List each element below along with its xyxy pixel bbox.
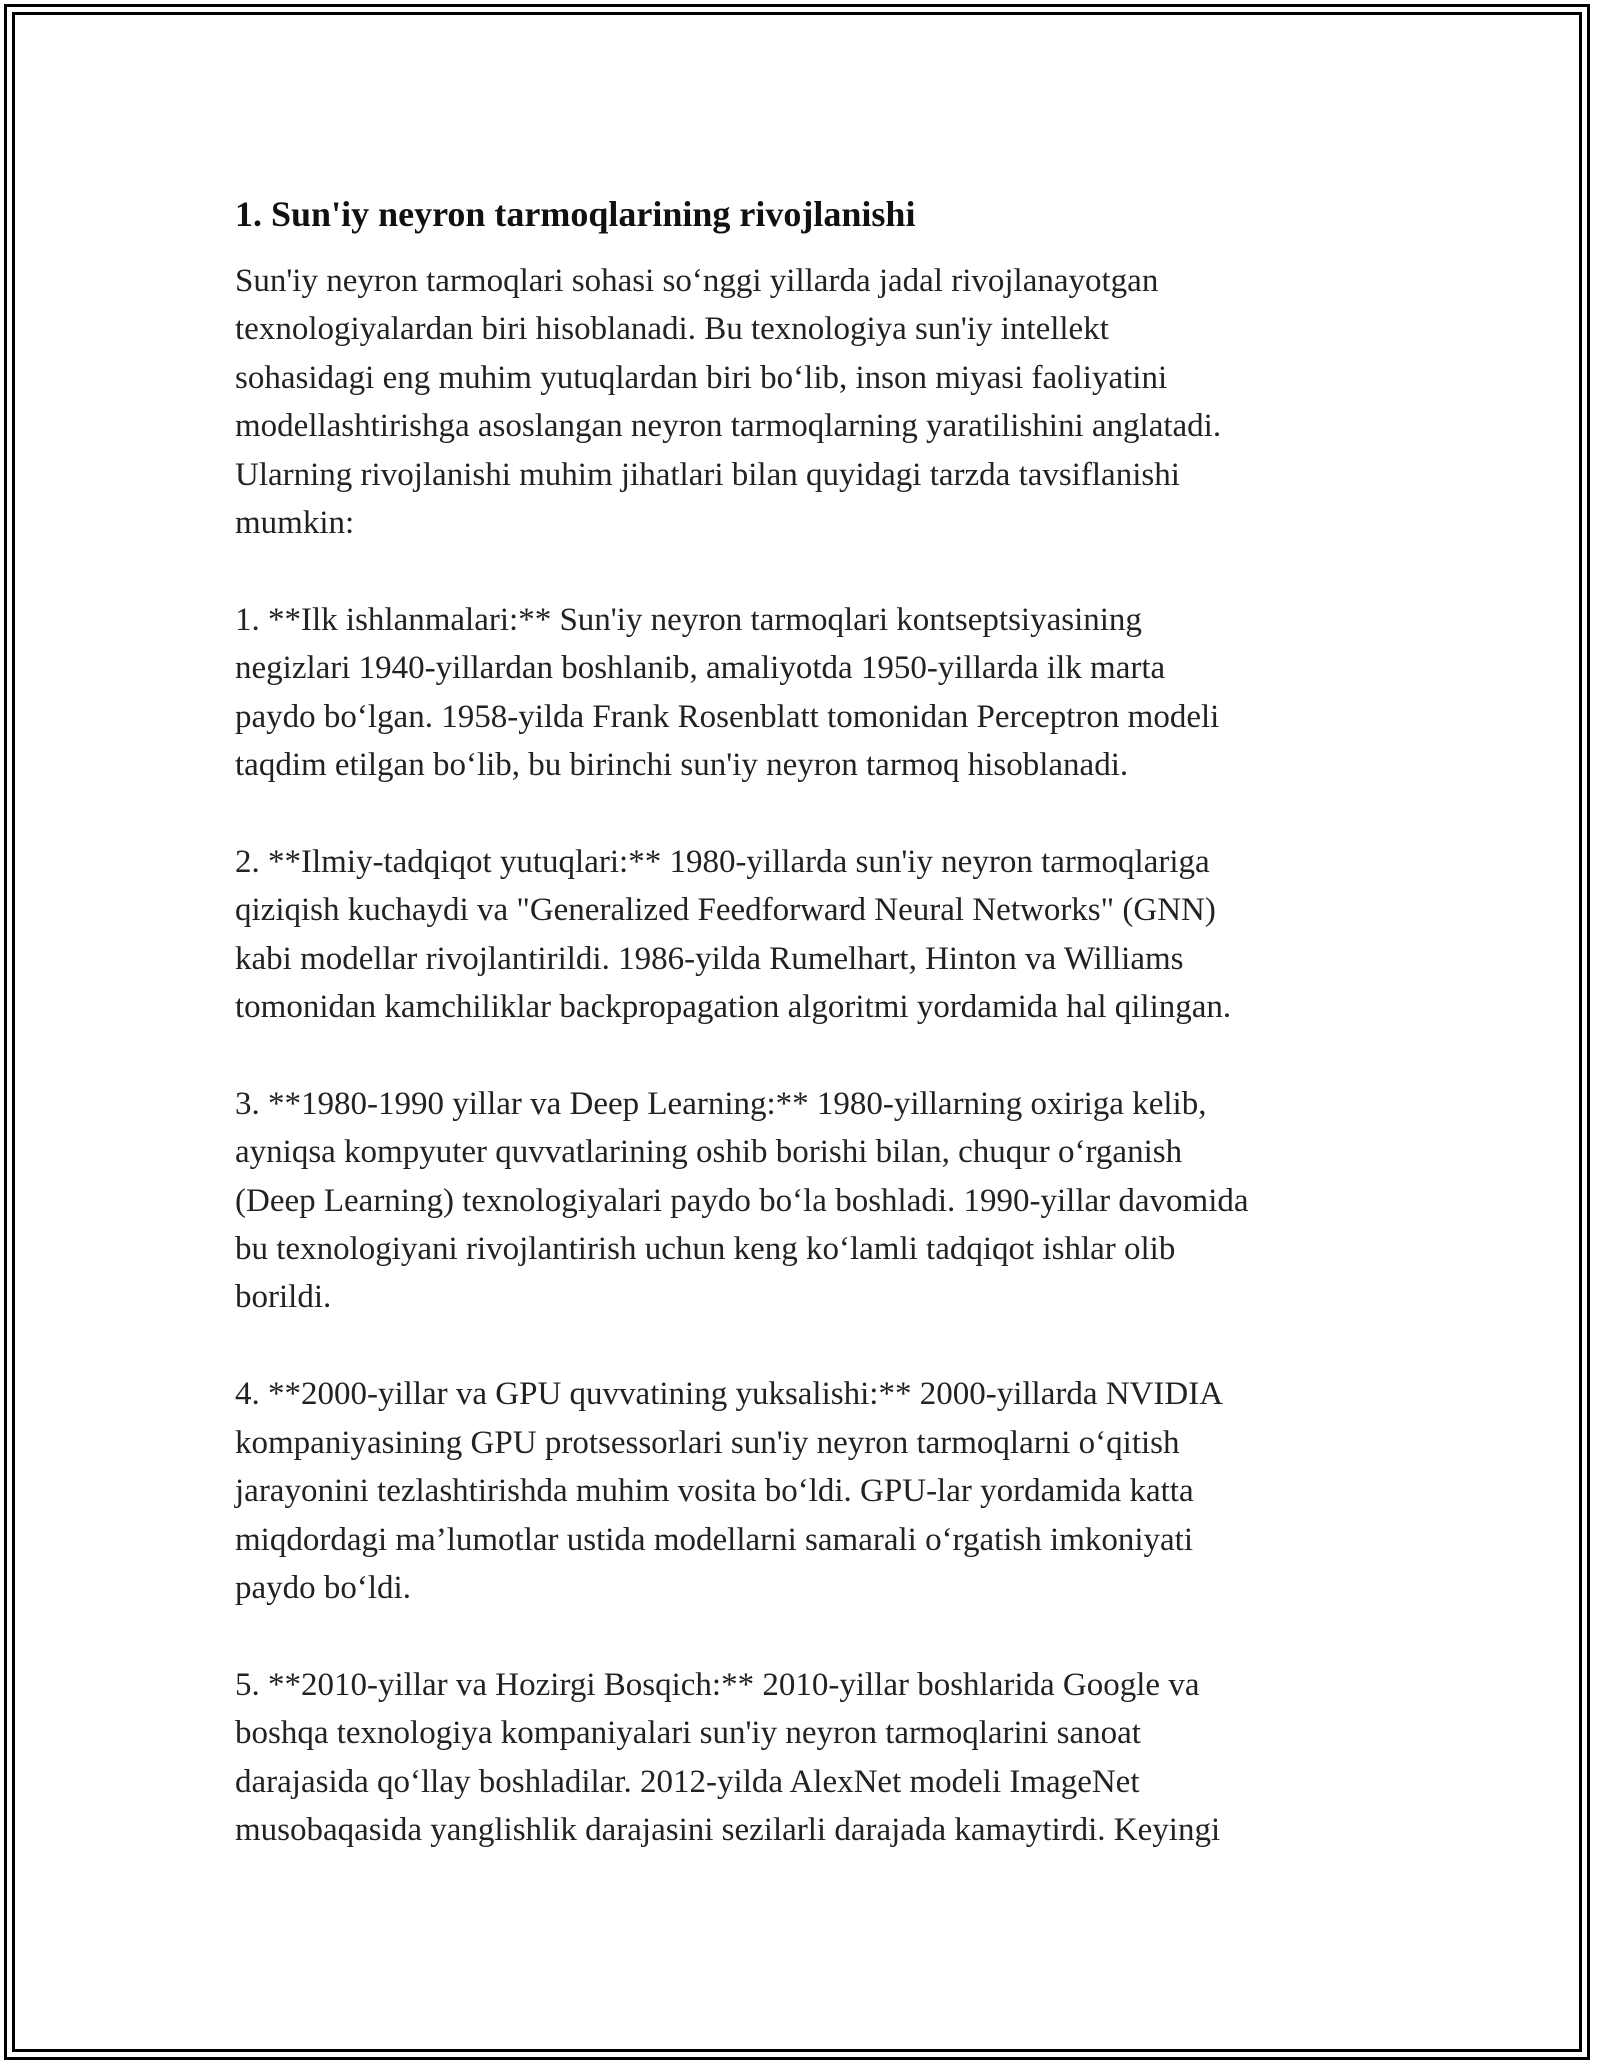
list-item-5: 5. **2010-yillar va Hozirgi Bosqich:** 2010-yillar boshlarida Google va boshqa texnologiya kompaniyalari sun'iy neyron tarmoqlarini sanoat darajasida qo‘llay boshladilar. 2012-yilda AlexNet modeli ImageNet musobaqasida yanglishlik darajasini sezilarli darajada kamaytirdi. Keyingi xyxy=(235,1666,1221,1848)
document-body xyxy=(235,192,1375,1854)
list-item-3: 3. **1980-1990 yillar va Deep Learning:** 1980-yillarning oxiriga kelib, ayniqsa kompyuter quvvatlarining oshib borishi bilan, chuqur o‘rganish (Deep Learning) texnologiyalari paydo bo‘la boshladi. 1990-yillar davomida bu texnologiyani rivojlantirish uchun keng ko‘lamli tadqiqot ishlar olib borildi. xyxy=(235,1085,1249,1316)
section-title: 1. Sun'iy neyron tarmoqlarining rivojlanishi xyxy=(235,194,916,234)
list-item-2: 2. **Ilmiy-tadqiqot yutuqlari:** 1980-yillarda sun'iy neyron tarmoqlariga qiziqish kuchaydi va "Generalized Feedforward Neural Networks" (GNN) kabi modellar rivojlantirildi. 1986-yilda Rumelhart, Hinton va Williams tomonidan kamchiliklar backpropagation algoritmi yordamida hal qilingan. xyxy=(235,843,1232,1026)
intro-paragraph: Sun'iy neyron tarmoqlari sohasi so‘nggi yillarda jadal rivojlanayotgan texnologiyalardan biri hisoblanadi. Bu texnologiya sun'iy intellekt sohasidagi eng muhim yutuqlardan biri bo‘lib, inson miyasi faoliyatini modellashtirishga asoslangan neyron tarmoqlarning yaratilishini anglatadi. Ularning rivojlanishi muhim jihatlari bilan quyidagi tarzda tavsiflanishi mumkin: xyxy=(235,263,1222,542)
list-item-1: 1. **Ilk ishlanmalari:** Sun'iy neyron tarmoqlari kontseptsiyasining negizlari 1940-yillardan boshlanib, amaliyotda 1950-yillarda ilk marta paydo bo‘lgan. 1958-yilda Frank Rosenblatt tomonidan Perceptron modeli taqdim etilgan bo‘lib, bu birinchi sun'iy neyron tarmoq hisoblanadi. xyxy=(235,601,1220,784)
list-item-4: 4. **2000-yillar va GPU quvvatining yuksalishi:** 2000-yillarda NVIDIA kompaniyasining GPU protsessorlari sun'iy neyron tarmoqlarni o‘qitish jarayonini tezlashtirishda muhim vosita bo‘ldi. GPU-lar yordamida katta miqdordagi ma’lumotlar ustida modellarni samarali o‘rgatish imkoniyati paydo bo‘ldi. xyxy=(235,1376,1224,1606)
